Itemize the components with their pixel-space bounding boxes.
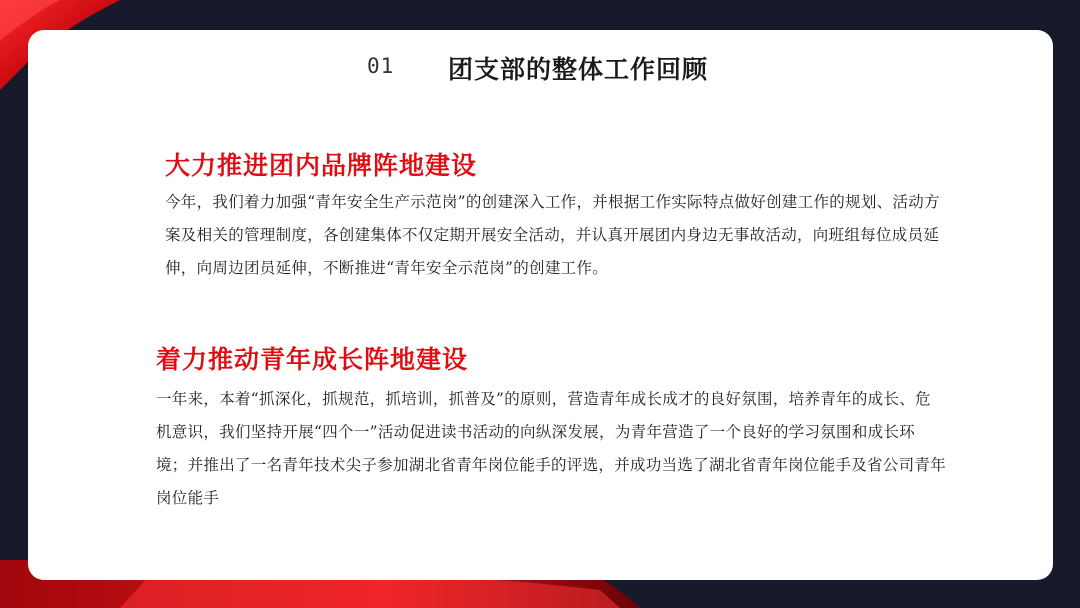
section-title: 着力推动青年成长阵地建设 <box>156 345 469 374</box>
section-brand-building <box>165 146 955 285</box>
section-number: 01 <box>367 54 395 78</box>
slide-header <box>0 50 1080 82</box>
section-body: 今年，我们着力加强“青年安全生产示范岗”的创建深入工作，并根据工作实际特点做好创建工作的规划、活动方案及相关的管理制度，各创建集体不仅定期开展安全活动，并认真开展团内身边无事故活动，向班组每位成员延伸，向周边团员延伸，不断推进“青年安全示范岗”的创建工作。 <box>165 193 940 277</box>
section-body: 一年来，本着“抓深化，抓规范，抓培训，抓普及”的原则，营造青年成长成才的良好氛围，培养青年的成长、危机意识，我们坚持开展“四个一”活动促进读书活动的向纵深发展，为青年营造了一个良好的学习氛围和成长环境；并推出了一名青年技术尖子参加湖北省青年岗位能手的评选，并成功当选了湖北省青年岗位能手及省公司青年岗位能手 <box>156 390 947 507</box>
section-title: 大力推进团内品牌阵地建设 <box>165 151 478 180</box>
section-youth-growth <box>156 340 946 515</box>
slide-title: 团支部的整体工作回顾 <box>448 55 709 84</box>
